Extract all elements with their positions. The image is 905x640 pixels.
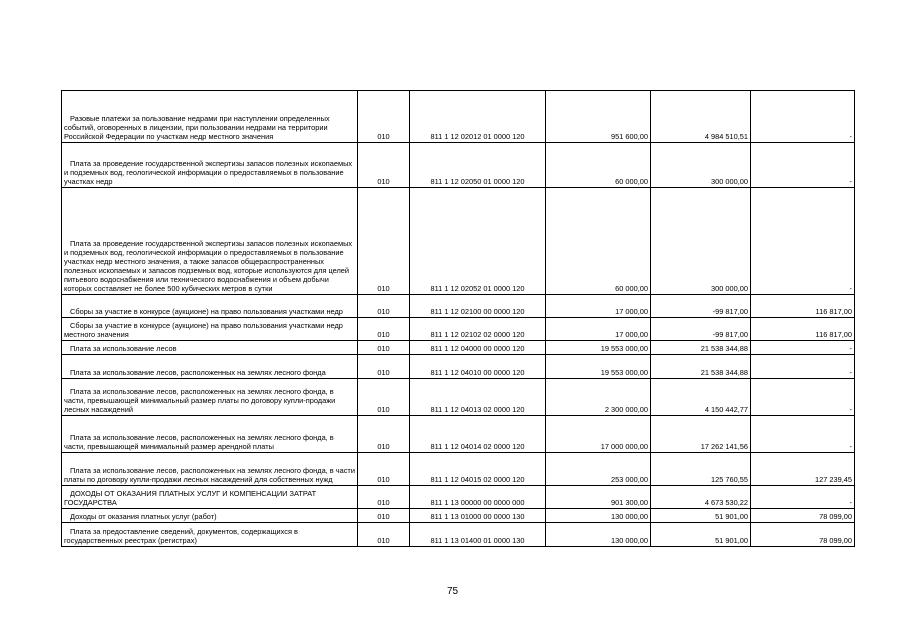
row-name-cell: Сборы за участие в конкурсе (аукционе) на право пользования участками недр местного значения bbox=[62, 318, 358, 341]
row-unexecuted-cell: 116 817,00 bbox=[751, 318, 855, 341]
row-line-code-cell: 010 bbox=[358, 355, 410, 379]
revenue-table bbox=[61, 90, 855, 547]
row-executed-cell: 4 150 442,77 bbox=[651, 379, 751, 416]
row-line-code-cell: 010 bbox=[358, 509, 410, 523]
row-name-cell: Доходы от оказания платных услуг (работ) bbox=[62, 509, 358, 523]
row-approved-cell: 2 300 000,00 bbox=[546, 379, 651, 416]
row-unexecuted-cell: - bbox=[751, 188, 855, 295]
table-row bbox=[62, 188, 855, 295]
row-executed-cell: 300 000,00 bbox=[651, 143, 751, 188]
row-approved-cell: 60 000,00 bbox=[546, 143, 651, 188]
row-approved-cell: 253 000,00 bbox=[546, 453, 651, 486]
row-name-cell: Плата за использование лесов, расположенных на землях лесного фонда, в части, превышающей минимальный размер платы по договору купли-продажи лесных насаждений bbox=[62, 379, 358, 416]
row-name-cell: Сборы за участие в конкурсе (аукционе) на право пользования участками недр bbox=[62, 295, 358, 318]
row-budget-code-cell: 811 1 13 01000 00 0000 130 bbox=[410, 509, 546, 523]
row-unexecuted-cell: - bbox=[751, 416, 855, 453]
table-row bbox=[62, 509, 855, 523]
row-approved-cell: 17 000,00 bbox=[546, 295, 651, 318]
row-approved-cell: 130 000,00 bbox=[546, 509, 651, 523]
row-executed-cell: 51 901,00 bbox=[651, 523, 751, 547]
row-line-code-cell: 010 bbox=[358, 379, 410, 416]
row-line-code-cell: 010 bbox=[358, 143, 410, 188]
row-unexecuted-cell: 78 099,00 bbox=[751, 509, 855, 523]
row-approved-cell: 130 000,00 bbox=[546, 523, 651, 547]
row-budget-code-cell: 811 1 12 02012 01 0000 120 bbox=[410, 91, 546, 143]
row-executed-cell: 21 538 344,88 bbox=[651, 341, 751, 355]
row-executed-cell: 17 262 141,56 bbox=[651, 416, 751, 453]
row-executed-cell: -99 817,00 bbox=[651, 295, 751, 318]
row-budget-code-cell: 811 1 12 04010 00 0000 120 bbox=[410, 355, 546, 379]
row-line-code-cell: 010 bbox=[358, 416, 410, 453]
row-executed-cell: 4 984 510,51 bbox=[651, 91, 751, 143]
row-executed-cell: 21 538 344,88 bbox=[651, 355, 751, 379]
row-line-code-cell: 010 bbox=[358, 523, 410, 547]
row-unexecuted-cell: - bbox=[751, 143, 855, 188]
table-row bbox=[62, 486, 855, 509]
row-unexecuted-cell: - bbox=[751, 355, 855, 379]
row-unexecuted-cell: - bbox=[751, 91, 855, 143]
row-budget-code-cell: 811 1 12 04015 02 0000 120 bbox=[410, 453, 546, 486]
row-line-code-cell: 010 bbox=[358, 91, 410, 143]
row-line-code-cell: 010 bbox=[358, 486, 410, 509]
table-row bbox=[62, 379, 855, 416]
row-name-cell: Плата за использование лесов, расположенных на землях лесного фонда, в части, превышающей минимальный размер арендной платы bbox=[62, 416, 358, 453]
row-executed-cell: 4 673 530,22 bbox=[651, 486, 751, 509]
row-line-code-cell: 010 bbox=[358, 341, 410, 355]
table-row bbox=[62, 523, 855, 547]
table-row bbox=[62, 143, 855, 188]
row-name-cell: Плата за проведение государственной экспертизы запасов полезных ископаемых и подземных вод, геологической информации о предоставляемых в пользование участках недр bbox=[62, 143, 358, 188]
row-unexecuted-cell: 127 239,45 bbox=[751, 453, 855, 486]
row-name-cell: Плата за использование лесов, расположенных на землях лесного фонда, в части платы по договору купли-продажи лесных насаждений для собственных нужд bbox=[62, 453, 358, 486]
row-name-cell: Плата за предоставление сведений, документов, содержащихся в государственных реестрах (регистрах) bbox=[62, 523, 358, 547]
row-unexecuted-cell: 78 099,00 bbox=[751, 523, 855, 547]
row-budget-code-cell: 811 1 12 02100 00 0000 120 bbox=[410, 295, 546, 318]
page-number: 75 bbox=[446, 586, 459, 597]
table-row bbox=[62, 416, 855, 453]
table-row bbox=[62, 355, 855, 379]
row-budget-code-cell: 811 1 12 02102 02 0000 120 bbox=[410, 318, 546, 341]
row-executed-cell: 300 000,00 bbox=[651, 188, 751, 295]
row-approved-cell: 901 300,00 bbox=[546, 486, 651, 509]
row-approved-cell: 19 553 000,00 bbox=[546, 341, 651, 355]
row-approved-cell: 951 600,00 bbox=[546, 91, 651, 143]
row-line-code-cell: 010 bbox=[358, 188, 410, 295]
row-unexecuted-cell: - bbox=[751, 379, 855, 416]
row-budget-code-cell: 811 1 12 04013 02 0000 120 bbox=[410, 379, 546, 416]
row-budget-code-cell: 811 1 12 04014 02 0000 120 bbox=[410, 416, 546, 453]
row-name-cell: Плата за использование лесов bbox=[62, 341, 358, 355]
row-approved-cell: 17 000 000,00 bbox=[546, 416, 651, 453]
row-approved-cell: 19 553 000,00 bbox=[546, 355, 651, 379]
row-approved-cell: 60 000,00 bbox=[546, 188, 651, 295]
row-budget-code-cell: 811 1 13 01400 01 0000 130 bbox=[410, 523, 546, 547]
row-executed-cell: -99 817,00 bbox=[651, 318, 751, 341]
row-line-code-cell: 010 bbox=[358, 295, 410, 318]
row-unexecuted-cell: 116 817,00 bbox=[751, 295, 855, 318]
row-unexecuted-cell: - bbox=[751, 486, 855, 509]
table-row bbox=[62, 341, 855, 355]
row-executed-cell: 51 901,00 bbox=[651, 509, 751, 523]
row-budget-code-cell: 811 1 12 02052 01 0000 120 bbox=[410, 188, 546, 295]
row-name-cell: ДОХОДЫ ОТ ОКАЗАНИЯ ПЛАТНЫХ УСЛУГ И КОМПЕНСАЦИИ ЗАТРАТ ГОСУДАРСТВА bbox=[62, 486, 358, 509]
row-name-cell: Разовые платежи за пользование недрами при наступлении определенных событий, оговоренных в лицензии, при пользовании недрами на территории Российской Федерации по участкам недр местного значения bbox=[62, 91, 358, 143]
row-executed-cell: 125 760,55 bbox=[651, 453, 751, 486]
table-row bbox=[62, 453, 855, 486]
table-row bbox=[62, 91, 855, 143]
row-budget-code-cell: 811 1 12 04000 00 0000 120 bbox=[410, 341, 546, 355]
row-name-cell: Плата за использование лесов, расположенных на землях лесного фонда bbox=[62, 355, 358, 379]
row-approved-cell: 17 000,00 bbox=[546, 318, 651, 341]
row-unexecuted-cell: - bbox=[751, 341, 855, 355]
row-line-code-cell: 010 bbox=[358, 453, 410, 486]
row-name-cell: Плата за проведение государственной экспертизы запасов полезных ископаемых и подземных вод, геологической информации о предоставляемых в пользование участках недр местного значения, а также запасов общераспространенных полезных ископаемых и запасов подземных вод, которые используются для целей питьевого водоснабжения или технического водоснабжения и объем добычи которых составляет не более 500 кубических метров в сутки bbox=[62, 188, 358, 295]
row-budget-code-cell: 811 1 13 00000 00 0000 000 bbox=[410, 486, 546, 509]
table-row bbox=[62, 295, 855, 318]
table-row bbox=[62, 318, 855, 341]
row-budget-code-cell: 811 1 12 02050 01 0000 120 bbox=[410, 143, 546, 188]
row-line-code-cell: 010 bbox=[358, 318, 410, 341]
